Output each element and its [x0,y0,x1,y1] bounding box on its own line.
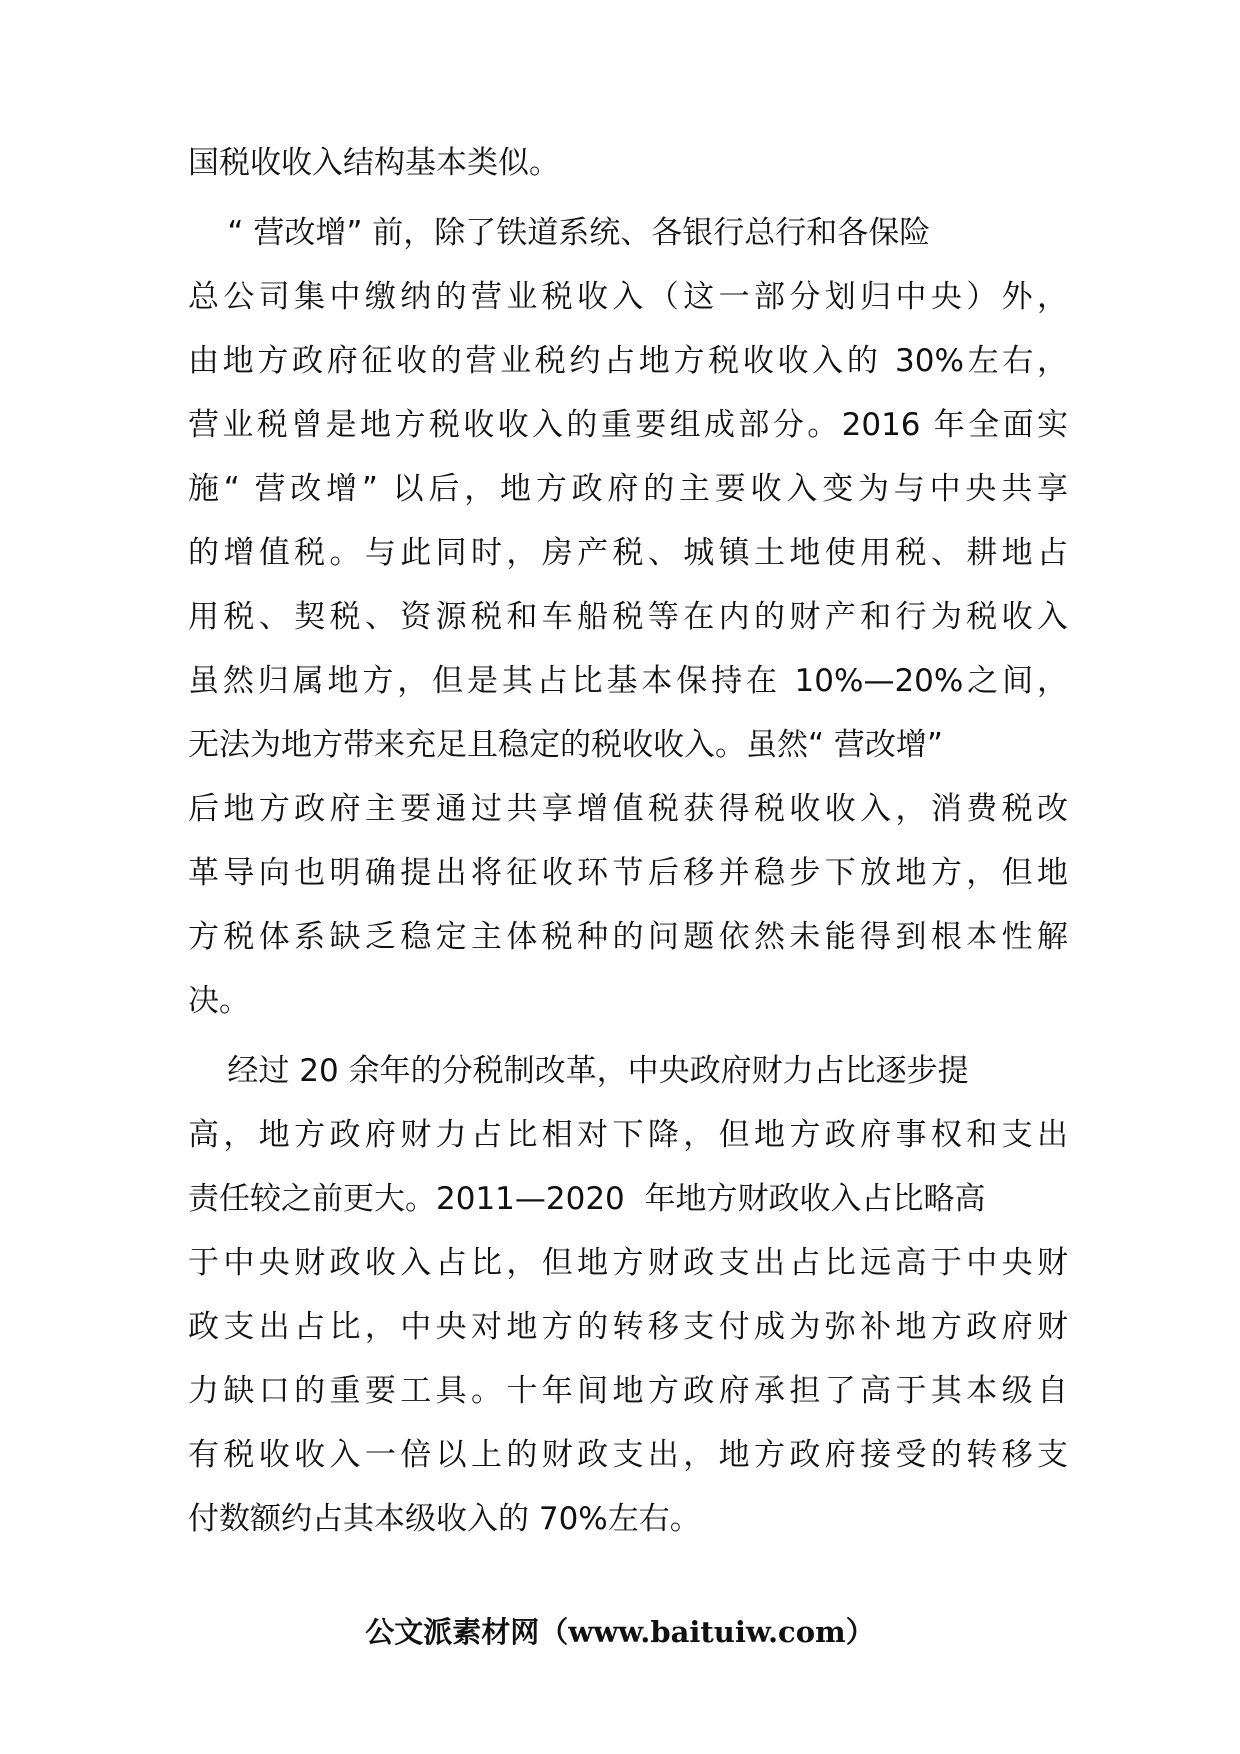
text-line: 营业税曾是地方税收收入的重要组成部分。2016 年全面实 [188,407,1068,443]
text-line: 革导向也明确提出将征收环节后移并稳步下放地方，但地 [188,855,1068,891]
text-line: “ 营改增” 前，除了铁道系统、各银行总行和各保险 [188,215,931,251]
text-line: 力缺口的重要工具。十年间地方政府承担了高于其本级自 [188,1373,1068,1409]
text-line: 的增值税。与此同时，房产税、城镇土地使用税、耕地占 [188,535,1068,571]
text-line: 高，地方政府财力占比相对下降，但地方政府事权和支出 [188,1117,1068,1153]
text-line: 施“ 营改增” 以后，地方政府的主要收入变为与中央共享 [188,471,1068,507]
text-line: 国税收收入结构基本类似。 [188,145,560,181]
text-line: 用税、契税、资源税和车船税等在内的财产和行为税收入 [188,599,1068,635]
text-line: 付数额约占其本级收入的 70%左右。 [188,1501,701,1537]
text-line: 方税体系缺乏稳定主体税种的问题依然未能得到根本性解 [188,919,1068,955]
text-line: 总公司集中缴纳的营业税收入（这一部分划归中央）外， [188,279,1068,315]
text-line: 有税收收入一倍以上的财政支出，地方政府接受的转移支 [188,1437,1068,1473]
text-line: 于中央财政收入占比，但地方财政支出占比远高于中央财 [188,1245,1068,1281]
text-line: 后地方政府主要通过共享增值税获得税收收入，消费税改 [188,791,1068,827]
text-line: 经过 20 余年的分税制改革，中央政府财力占比逐步提 [188,1053,969,1089]
text-line: 责任较之前更大。2011—2020 年地方财政收入占比略高 [188,1181,986,1217]
footer-watermark: 公文派素材网（www.baituiw.com） [365,1615,875,1649]
text-line: 由地方政府征收的营业税约占地方税收收入的 30%左右， [188,343,1068,379]
text-line: 政支出占比，中央对地方的转移支付成为弥补地方政府财 [188,1309,1068,1345]
text-line: 虽然归属地方，但是其占比基本保持在 10%—20%之间， [188,663,1068,699]
text-line: 决。 [188,983,250,1019]
text-line: 无法为地方带来充足且稳定的税收收入。虽然“ 营改增” [188,727,943,763]
